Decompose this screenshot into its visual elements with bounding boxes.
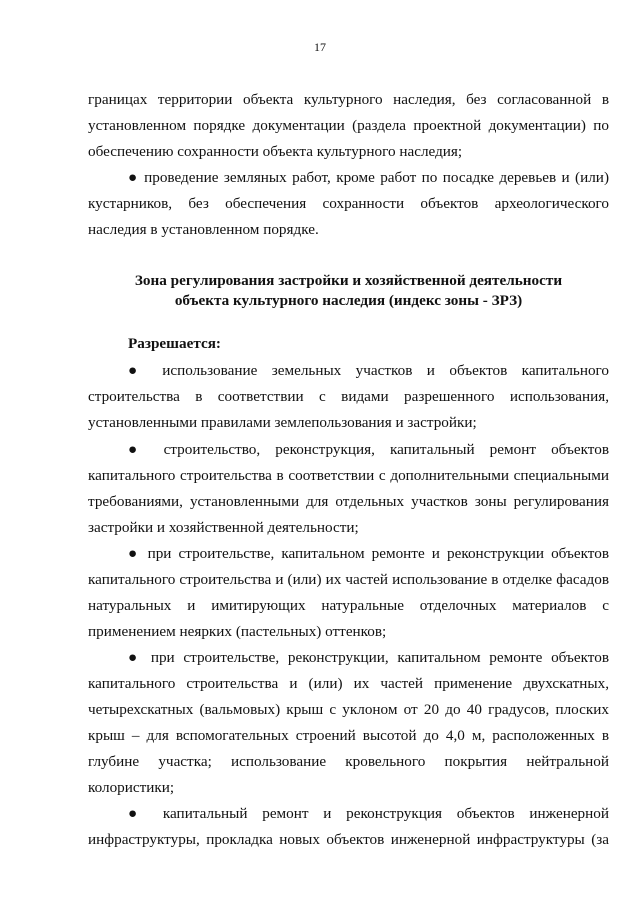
paragraph-line: глубине участка; использование кровельного покрытия нейтральной	[88, 753, 609, 770]
bullet-line: ● проведение земляных работ, кроме работ по посадке деревьев и (или)	[128, 169, 609, 186]
paragraph-line: капитального строительства в соответствии с дополнительными специальными	[88, 467, 609, 484]
paragraph-line: крыш – для вспомогательных строений высотой до 4,0 м, расположенных в	[88, 727, 609, 744]
paragraph-line: четырехскатных (вальмовых) крыш с уклоном от 20 до 40 градусов, плоских	[88, 701, 609, 718]
paragraph-line: установленном порядке документации (раздела проектной документации) по	[88, 117, 609, 134]
bullet-line: ● капитальный ремонт и реконструкция объектов инженерной	[128, 805, 609, 822]
paragraph-line: строительства в соответствии с видами разрешенного использования,	[88, 388, 609, 405]
paragraph-line: капитального строительства и (или) их частей применение двухскатных,	[88, 675, 609, 692]
paragraph-line: требованиями, установленными для отдельных участков зоны регулирования	[88, 493, 609, 510]
bullet-line: ● строительство, реконструкция, капитальный ремонт объектов	[128, 441, 609, 458]
paragraph-line: обеспечению сохранности объекта культурного наследия;	[88, 143, 463, 160]
section-heading: объекта культурного наследия (индекс зоны - ЗРЗ)	[174, 292, 523, 309]
paragraph-line: натуральных и имитирующих натуральные отделочных материалов с	[88, 597, 609, 614]
paragraph-line: колористики;	[88, 779, 175, 796]
paragraph-line: наследия в установленном порядке.	[88, 221, 319, 238]
paragraph-line: применением неярких (пастельных) оттенков;	[88, 623, 387, 640]
paragraph-line: застройки и хозяйственной деятельности;	[88, 519, 359, 536]
bullet-line: ● при строительстве, капитальном ремонте и реконструкции объектов	[128, 545, 609, 562]
page-number: 17	[314, 40, 326, 54]
subheading: Разрешается:	[128, 335, 221, 352]
bullet-line: ● при строительстве, реконструкции, капитальном ремонте объектов	[128, 649, 609, 666]
section-heading: Зона регулирования застройки и хозяйственной деятельности	[134, 272, 563, 289]
paragraph-line: границах территории объекта культурного наследия, без согласованной в	[88, 91, 609, 108]
paragraph-line: инфраструктуры, прокладка новых объектов инженерной инфраструктуры (за	[88, 831, 609, 848]
paragraph-line: установленными правилами землепользования и застройки;	[88, 414, 477, 431]
paragraph-line: кустарников, без обеспечения сохранности объектов археологического	[88, 195, 609, 212]
bullet-line: ● использование земельных участков и объектов капитального	[128, 362, 609, 379]
paragraph-line: капитального строительства и (или) их частей использование в отделке фасадов	[88, 571, 609, 588]
